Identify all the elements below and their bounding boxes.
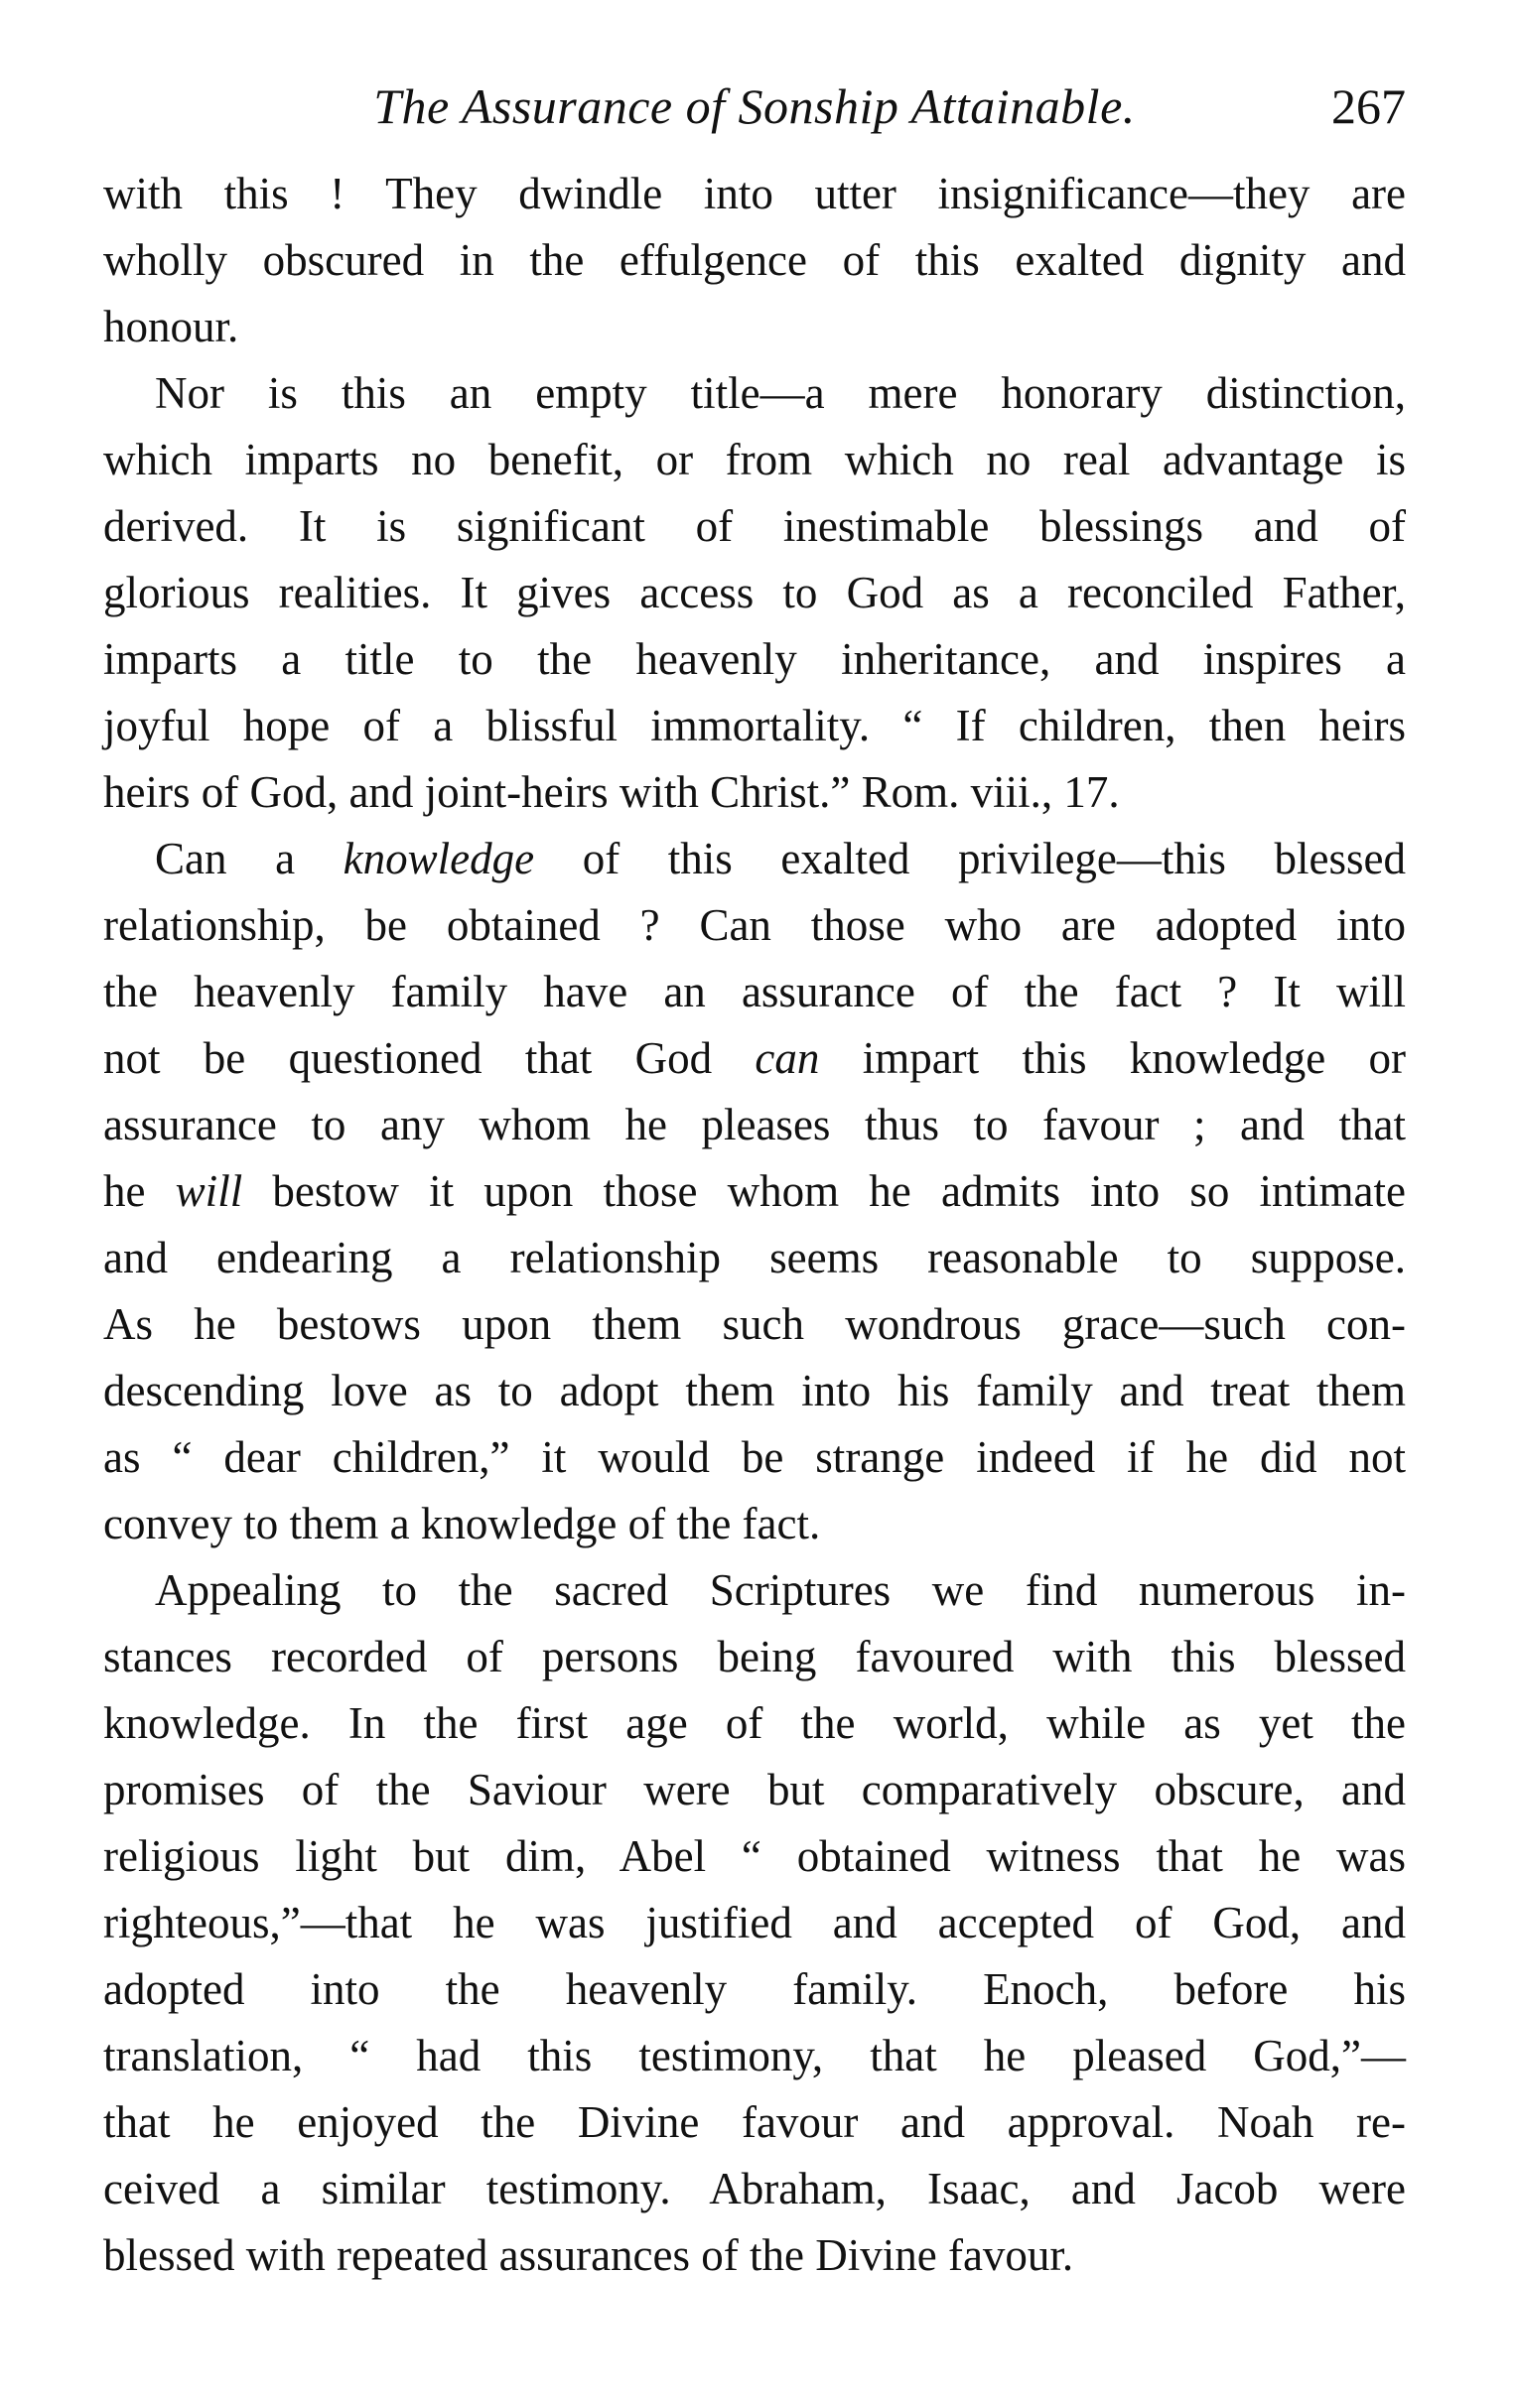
text-line: ceived a similar testimony. Abraham, Isaac, and Jacob were <box>103 2164 1406 2213</box>
text-line: Nor is this an empty title—a mere honorary distinction, <box>155 368 1406 418</box>
text-line: assurance to any whom he pleases thus to favour ; and that <box>103 1100 1406 1149</box>
text-line: blessed with repeated assurances of the Divine favour. <box>103 2230 1074 2280</box>
paragraph <box>103 360 1406 826</box>
text-line: glorious realities. It gives access to God as a reconciled Father, <box>103 568 1406 617</box>
emphasized-word: will <box>175 1166 243 1216</box>
text-line: as “ dear children,” it would be strange indeed if he did not <box>103 1432 1406 1482</box>
paragraph <box>103 826 1406 1557</box>
page-number: 267 <box>1331 78 1406 134</box>
text-line: honour. <box>103 302 239 351</box>
text-line: translation, “ had this testimony, that he pleased God,”— <box>103 2031 1406 2080</box>
text-line: wholly obscured in the effulgence of this exalted dignity and <box>103 235 1406 285</box>
text-segment: of this exalted privilege—this blessed <box>534 834 1406 883</box>
paragraph <box>103 1557 1406 2289</box>
page-header <box>103 71 1406 141</box>
text-line: the heavenly family have an assurance of the fact ? It will <box>103 967 1406 1016</box>
text-line: Appealing to the sacred Scriptures we find numerous in- <box>155 1565 1406 1615</box>
text-line: adopted into the heavenly family. Enoch, before his <box>103 1964 1406 2014</box>
text-segment: impart this knowledge or <box>819 1033 1406 1083</box>
text-line: that he enjoyed the Divine favour and approval. Noah re- <box>103 2097 1406 2147</box>
text-line: religious light but dim, Abel “ obtained witness that he was <box>103 1831 1406 1881</box>
text-segment: bestow it upon those whom he admits into so intimate <box>242 1166 1406 1216</box>
text-line <box>103 826 1406 892</box>
emphasized-word: knowledge <box>343 834 535 883</box>
text-line: promises of the Saviour were but comparatively obscure, and <box>103 1765 1406 1814</box>
text-line: As he bestows upon them such wondrous grace—such con- <box>103 1299 1406 1349</box>
text-line: joyful hope of a blissful immortality. “ If children, then heirs <box>103 701 1406 750</box>
text-line: relationship, be obtained ? Can those who are adopted into <box>103 900 1406 950</box>
text-line: stances recorded of persons being favoured with this blessed <box>103 1632 1406 1681</box>
text-line <box>103 1025 1406 1092</box>
text-line: with this ! They dwindle into utter insignificance—they are <box>103 169 1406 218</box>
text-line: which imparts no benefit, or from which no real advantage is <box>103 435 1406 484</box>
text-line: heirs of God, and joint-heirs with Christ.” Rom. viii., 17. <box>103 767 1120 817</box>
text-segment: not be questioned that God <box>103 1033 756 1083</box>
text-line: descending love as to adopt them into his family and treat them <box>103 1366 1406 1415</box>
emphasized-word: can <box>755 1033 820 1083</box>
text-line: righteous,”—that he was justified and accepted of God, and <box>103 1898 1406 1947</box>
text-line: knowledge. In the first age of the world, while as yet the <box>103 1698 1406 1748</box>
text-line: imparts a title to the heavenly inheritance, and inspires a <box>103 634 1406 684</box>
text-line <box>103 1158 1406 1225</box>
paragraph <box>103 161 1406 360</box>
text-line: derived. It is significant of inestimable blessings and of <box>103 501 1406 551</box>
body-text <box>103 161 1406 2289</box>
text-segment: Can a <box>155 834 344 883</box>
running-title: The Assurance of Sonship Attainable. <box>373 78 1136 134</box>
text-segment: he <box>103 1166 176 1216</box>
text-line: and endearing a relationship seems reasonable to suppose. <box>103 1233 1406 1282</box>
text-line: convey to them a knowledge of the fact. <box>103 1499 821 1548</box>
